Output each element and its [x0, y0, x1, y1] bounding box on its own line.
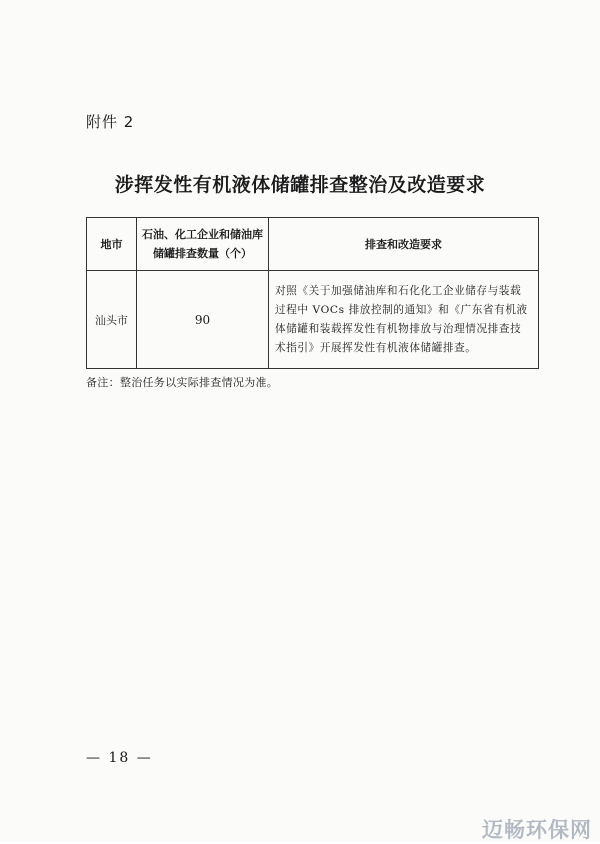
cell-region: 汕头市: [87, 271, 137, 369]
header-count: 石油、化工企业和储油库储罐排查数量（个）: [137, 218, 269, 271]
table-row: [87, 271, 539, 369]
header-region: 地市: [87, 218, 137, 271]
header-requirement: 排查和改造要求: [269, 218, 539, 271]
cell-requirement: 对照《关于加强储油库和石化化工企业储存与装载过程中 VOCs 排放控制的通知》和《广东省有机液体储罐和装载挥发性有机物排放与治理情况排查技术指引》开展挥发性有机液体储罐排查。: [269, 271, 539, 369]
page-number: — 18 —: [86, 750, 153, 766]
watermark-text: 迈畅环保网: [482, 818, 592, 842]
cell-count: 90: [137, 271, 269, 369]
requirements-table: [86, 217, 539, 369]
table-header-row: [87, 218, 539, 271]
document-title: 涉挥发性有机液体储罐排查整治及改造要求: [114, 174, 486, 196]
attachment-label: 附件 2: [86, 113, 135, 131]
remark-note: 备注：整治任务以实际排查情况为准。: [86, 376, 279, 389]
